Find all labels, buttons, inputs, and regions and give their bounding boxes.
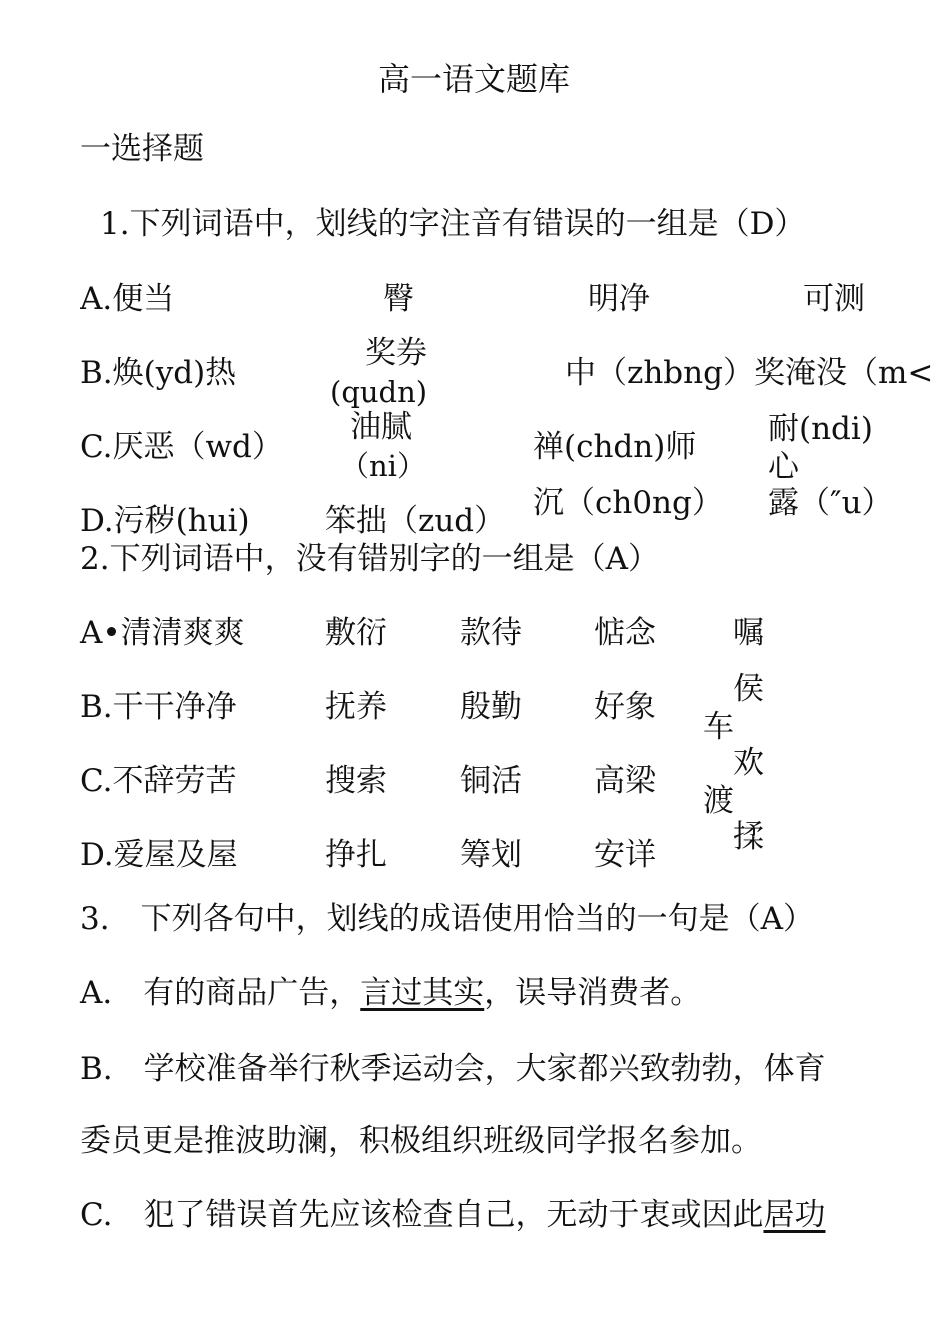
q2-a-col1: A•清清爽爽 [80, 615, 245, 651]
q2-d-col1: D.爱屋及屋 [80, 837, 238, 873]
q1-option-a-word2: 臀 [383, 281, 414, 317]
q1-option-b-pinyin2: (qudn) [330, 375, 428, 409]
q1-option-d-word2: 笨拙（zud） [325, 503, 506, 539]
q1-option-c-word3: 禅(chdn)师 [533, 429, 697, 465]
q2-b-col1: B.干干净净 [80, 689, 237, 725]
q1-option-c-word4-tail: 心 [768, 449, 799, 485]
q1-option-a-word3: 明净 [588, 281, 650, 317]
q1-option-c-word4: 耐(ndi) [768, 411, 873, 447]
q3-c-prefix: C. 犯了错误首先应该检查自己，无动于衷或因此 [80, 1197, 764, 1233]
q3-a-suffix: ，误导消费者。 [484, 975, 702, 1011]
q1-option-c-label: C.厌恶（wd） [80, 429, 283, 465]
q2-c-col5: 欢 [733, 745, 764, 781]
q2-a-col5: 嘱 [733, 615, 764, 651]
q2-a-col4: 惦念 [594, 615, 656, 651]
q1-option-a-word4: 可测 [803, 281, 865, 317]
q1-option-b-label: B.焕(yd)热 [80, 355, 237, 391]
q1-option-a-label: A.便当 [80, 281, 175, 317]
q3-option-c [80, 1196, 825, 1234]
q1-option-b-word3: 中（zhbng）奖淹没（m< [565, 355, 934, 391]
q1-option-d-label: D.污秽(hui) [80, 503, 250, 539]
q2-d-col4: 安详 [594, 837, 656, 873]
q2-b-col4: 好象 [594, 689, 656, 725]
q2-b-col5: 侯 [733, 671, 764, 707]
q2-b-col6: 车 [703, 709, 734, 745]
q2-d-col3: 筹划 [460, 837, 522, 873]
q2-stem: 2.下列词语中，没有错别字的一组是（A） [80, 541, 659, 577]
section-heading: 一选择题 [80, 131, 204, 167]
q1-option-c-word2: 油腻 [350, 409, 412, 445]
q2-c-col1: C.不辞劳苦 [80, 763, 237, 799]
q2-a-col2: 敷衍 [325, 615, 387, 651]
q3-option-a [80, 974, 701, 1012]
q1-option-c-pinyin2: （ni） [340, 449, 426, 483]
q2-c-col4: 高梁 [594, 763, 656, 799]
q2-c-col2: 搜索 [325, 763, 387, 799]
q2-d-col2: 挣扎 [325, 837, 387, 873]
q3-option-b-line2: 委员更是推波助澜，积极组织班级同学报名参加。 [80, 1123, 762, 1159]
q2-a-col3: 款待 [460, 615, 522, 651]
doc-title: 高一语文题库 [378, 60, 571, 98]
q2-b-col2: 抚养 [325, 689, 387, 725]
q3-c-underlined-idiom: 居功 [763, 1197, 826, 1233]
q2-d-col5: 揉 [733, 819, 764, 855]
q3-a-underlined-idiom: 言过其实 [360, 975, 485, 1011]
q1-option-b-word2: 奖券 [365, 335, 427, 371]
q2-c-col3: 铜活 [460, 763, 522, 799]
q3-stem: 3. 下列各句中，划线的成语使用恰当的一句是（A） [80, 901, 814, 937]
q2-c-col6: 渡 [703, 783, 734, 819]
q3-option-b-line1: B. 学校准备举行秋季运动会，大家都兴致勃勃，体育 [80, 1051, 826, 1087]
q1-option-d-word4: 露（″u） [768, 485, 893, 521]
q2-b-col3: 殷勤 [460, 689, 522, 725]
q1-option-d-word3: 沉（ch0ng） [533, 485, 723, 521]
q1-stem: 1.下列词语中，划线的字注音有错误的一组是（D） [100, 206, 806, 242]
q3-a-prefix: A. 有的商品广告， [80, 975, 361, 1011]
